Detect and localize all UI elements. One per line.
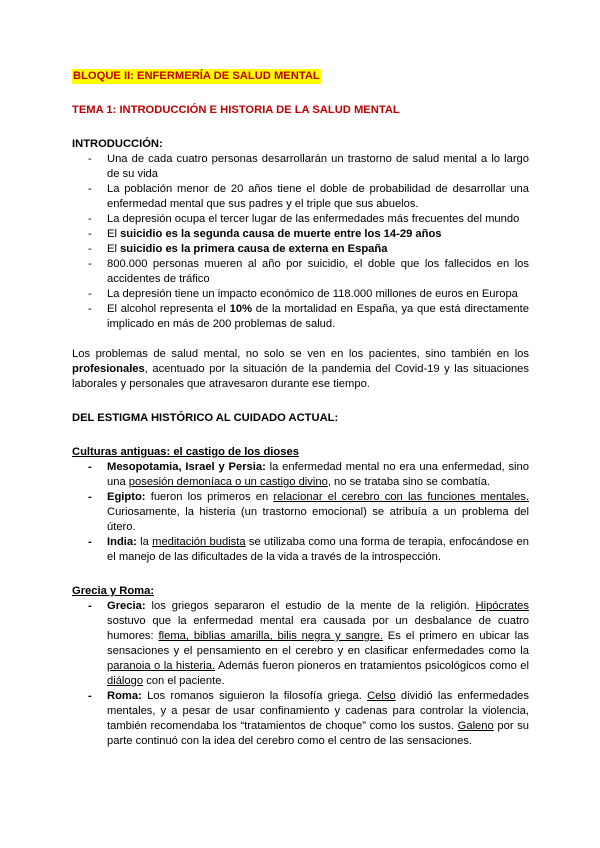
list-item: - 800.000 personas mueren al año por suicidio, el doble que los fallecidos en los accidentes de tráfico (72, 257, 529, 287)
greece-rome-list (72, 599, 529, 749)
list-item: - La depresión ocupa el tercer lugar de las enfermedades más frecuentes del mundo (72, 212, 529, 227)
list-item: - Grecia: los griegos separaron el estudio de la mente de la religión. Hipócrates sostuvo que la enfermedad mental era causada por un desbalance de cuatro humores: flema, biblias amarilla, bilis negra y sangre. Es el primero en ubicar las sensaciones y el pensamiento en el cerebro y en clasificar enfermedades como la paranoia o la histeria. Además fueron pioneros en tratamientos psicológicos como el diálogo con el paciente. (72, 599, 529, 689)
greece-rome-heading: Grecia y Roma: (72, 585, 155, 597)
block-title: BLOQUE II: ENFERMERÍA DE SALUD MENTAL (73, 70, 320, 82)
list-item: - El alcohol representa el 10% de la mortalidad en España, ya que está directamente implicado en más de 200 problemas de salud. (72, 302, 529, 332)
list-item: - La depresión tiene un impacto económico de 118.000 millones de euros en Europa (72, 287, 529, 302)
list-item: - El suicidio es la primera causa de externa en España (72, 242, 529, 257)
ancient-cultures-heading: Culturas antiguas: el castigo de los dioses (72, 446, 299, 458)
topic-title: TEMA 1: INTRODUCCIÓN E HISTORIA DE LA SALUD MENTAL (72, 104, 400, 116)
list-item: - Egipto: fueron los primeros en relacionar el cerebro con las funciones mentales. Curiosamente, la histeria (un trastorno emocional) se atribuía a un problema del útero. (72, 490, 529, 535)
list-item: - La población menor de 20 años tiene el doble de probabilidad de desarrollar una enfermedad mental que sus padres y el triple que sus abuelos. (72, 182, 529, 212)
intro-paragraph: Los problemas de salud mental, no solo se ven en los pacientes, sino también en los profesionales, acentuado por la situación de la pandemia del Covid-19 y las situaciones laborales y personales que atravesaron durante ese tiempo. (72, 348, 529, 390)
history-heading: DEL ESTIGMA HISTÓRICO AL CUIDADO ACTUAL: (72, 412, 339, 424)
list-item: - Mesopotamia, Israel y Persia: la enfermedad mental no era una enfermedad, sino una posesión demoníaca o un castigo divino, no se trataba sino se combatía. (72, 460, 529, 490)
list-item: - Roma: Los romanos siguieron la filosofía griega. Celso dividió las enfermedades mentales, y a pesar de usar confinamiento y cadenas para controlar la violencia, también recomendaba los “tratamientos de choque” como los sustos. Galeno por su parte continuó con la idea del cerebro como el centro de las sensaciones. (72, 689, 529, 749)
intro-heading: INTRODUCCIÓN: (72, 138, 163, 150)
ancient-cultures-list (72, 460, 529, 565)
block-title-row (72, 69, 529, 84)
intro-list (72, 152, 529, 332)
list-item: - El suicidio es la segunda causa de muerte entre los 14-29 años (72, 227, 529, 242)
page-content (72, 69, 529, 749)
list-item: - Una de cada cuatro personas desarrollarán un trastorno de salud mental a lo largo de su vida (72, 152, 529, 182)
list-item: - India: la meditación budista se utilizaba como una forma de terapia, enfocándose en el manejo de las dificultades de la vida a través de la introspección. (72, 535, 529, 565)
